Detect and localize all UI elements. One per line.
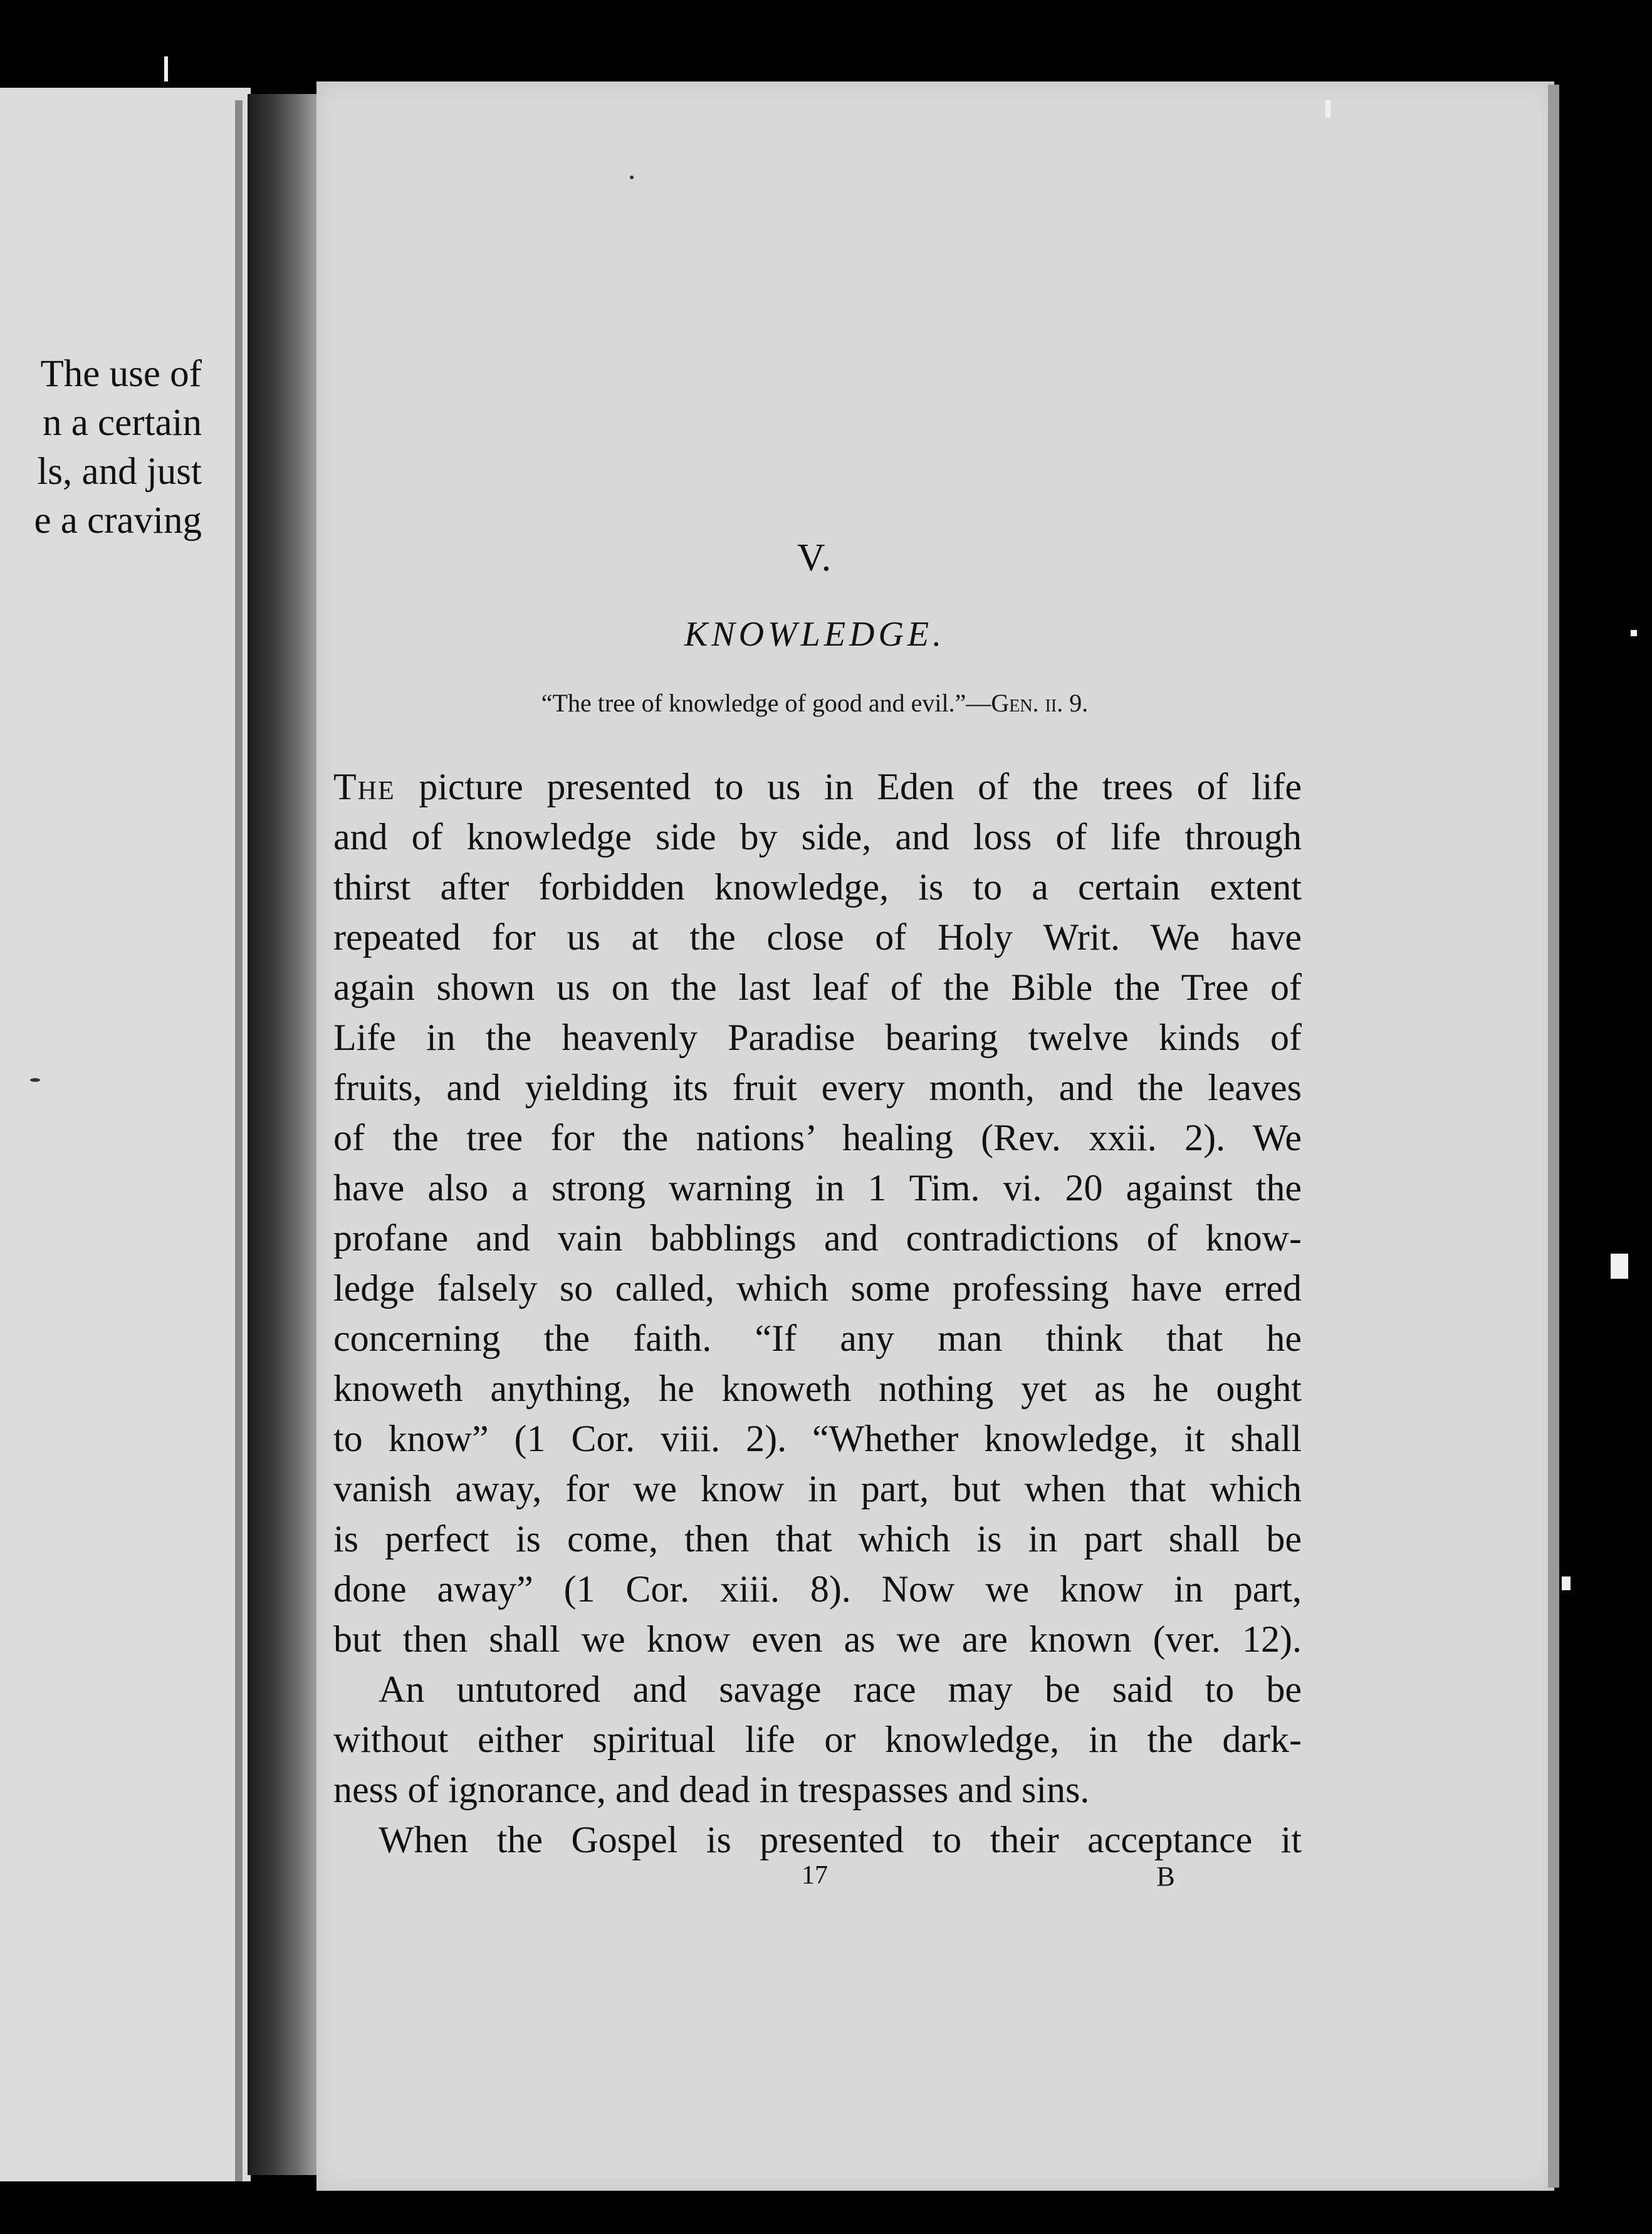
- text-line: knoweth anything, he knoweth nothing yet as he ought: [333, 1368, 1302, 1409]
- scan-speck: [1325, 100, 1330, 118]
- text-line: but then shall we know even as we are known (ver. 12).: [333, 1618, 1302, 1660]
- text-line: repeated for us at the close of Holy Writ. We have: [333, 916, 1302, 958]
- epigraph-quote: “The tree of knowledge of good and evil.”—: [541, 689, 991, 717]
- scan-speck: [1631, 630, 1637, 636]
- body-text: [333, 762, 1302, 1865]
- text-line: and of knowledge side by side, and loss of life through: [333, 816, 1302, 857]
- text-line: again shown us on the last leaf of the Bible the Tree of: [333, 967, 1302, 1008]
- text-line: have also a strong warning in 1 Tim. vi. 20 against the: [333, 1167, 1302, 1209]
- fragment-line: The use of: [40, 353, 202, 395]
- scan-speck: [630, 176, 634, 179]
- opening-word: The: [333, 766, 395, 807]
- fragment-line: ls, and just: [37, 451, 202, 493]
- text-line: of the tree for the nations’ healing (Rev. xxii. 2). We: [333, 1117, 1302, 1158]
- text-line: is perfect is come, then that which is in part shall be: [333, 1518, 1302, 1560]
- scan-speck: [1562, 1576, 1571, 1590]
- epigraph-reference: Gen. ii. 9.: [991, 689, 1089, 717]
- fragment-line: e a craving: [34, 500, 202, 542]
- scan-speck: [30, 1078, 40, 1082]
- text-line: done away” (1 Cor. xiii. 8). Now we know in part,: [333, 1568, 1302, 1610]
- text-line: thirst after forbidden knowledge, is to a certain extent: [333, 866, 1302, 908]
- right-page-edge: [1548, 85, 1559, 2188]
- chapter-title: KNOWLEDGE.: [684, 615, 946, 654]
- left-page: [0, 88, 251, 2181]
- text-line: ness of ignorance, and dead in trespasses and sins.: [333, 1769, 1090, 1810]
- text-line: ledge falsely so called, which some professing have erred: [333, 1267, 1302, 1309]
- epigraph: [376, 688, 1253, 718]
- fragment-line: n a certain: [42, 402, 202, 444]
- text-line: When the Gospel is presented to their acceptance it: [379, 1819, 1302, 1860]
- left-page-text-fragment: [0, 350, 202, 545]
- text-line: fruits, and yielding its fruit every month, and the leaves: [333, 1067, 1302, 1108]
- scan-speck: [1611, 1254, 1628, 1279]
- text-line: [333, 762, 1302, 812]
- book-gutter: [248, 94, 320, 2175]
- text-line: vanish away, for we know in part, but when that which: [333, 1468, 1302, 1509]
- text-line: concerning the faith. “If any man think that he: [333, 1318, 1302, 1359]
- text-line-content: picture presented to us in Eden of the trees of life: [395, 766, 1302, 807]
- text-line: profane and vain babblings and contradictions of know-: [333, 1217, 1302, 1259]
- signature-mark: B: [1156, 1861, 1175, 1892]
- chapter-number: V.: [797, 537, 833, 579]
- text-line: to know” (1 Cor. viii. 2). “Whether knowledge, it shall: [333, 1418, 1302, 1459]
- text-line: without either spiritual life or knowledge, in the dark-: [333, 1719, 1302, 1760]
- left-page-edge: [235, 100, 243, 2181]
- text-line: Life in the heavenly Paradise bearing twelve kinds of: [333, 1017, 1302, 1058]
- page-number: 17: [802, 1861, 828, 1890]
- text-line: An untutored and savage race may be said to be: [379, 1669, 1302, 1710]
- scan-speck: [164, 56, 168, 81]
